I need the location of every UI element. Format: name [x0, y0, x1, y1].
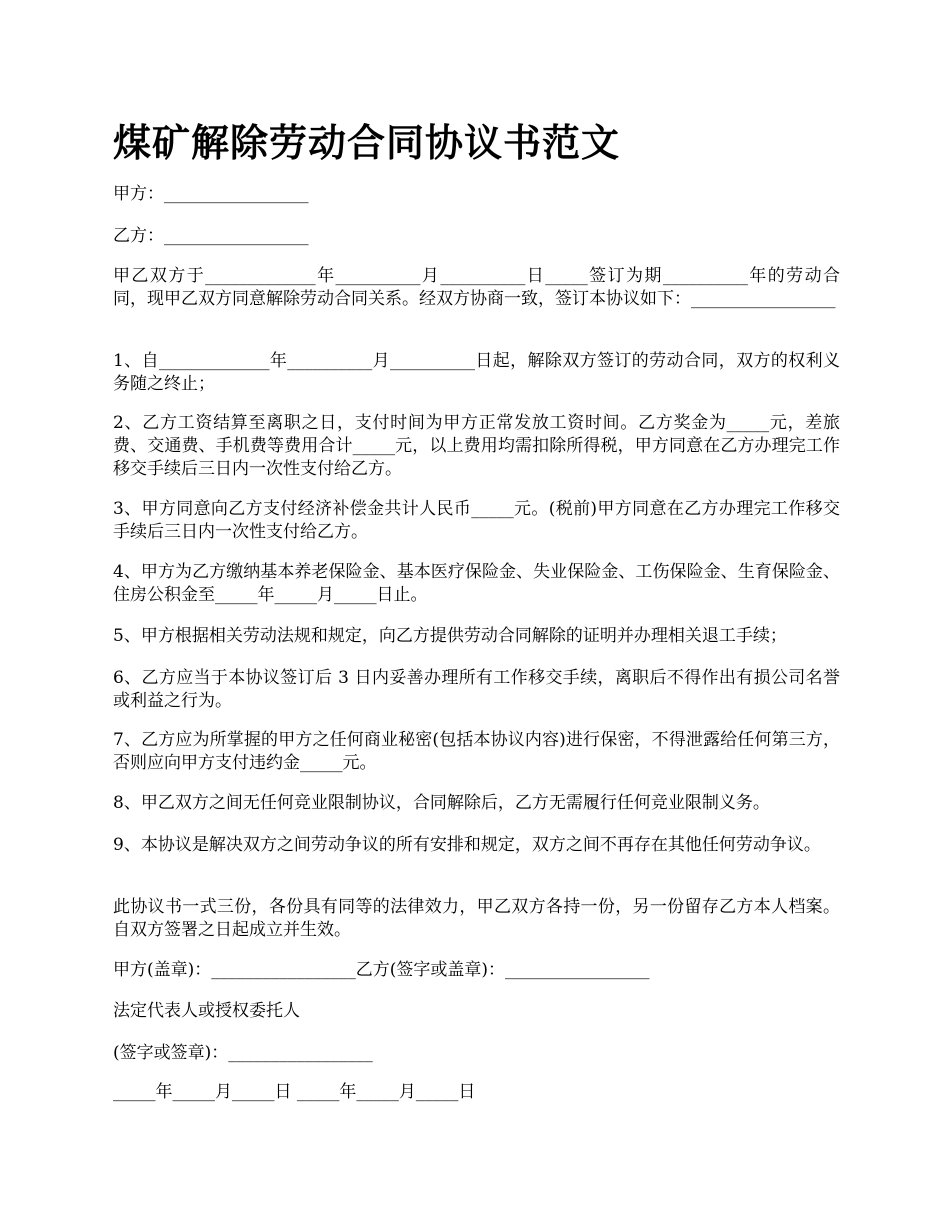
- clause-9: 9、本协议是解决双方之间劳动争议的所有安排和规定，双方之间不再存在其他任何劳动争议。: [113, 835, 821, 855]
- intro-paragraph: 甲乙双方于_____________年__________月__________日_____签订为期__________年的劳动合同，现甲乙双方同意解除劳动合同关系。经双方协商一致，签订本协议如下：_________________: [113, 266, 840, 309]
- clause-5: 5、甲方根据相关劳动法规和规定，向乙方提供劳动合同解除的证明并办理相关退工手续；: [113, 626, 787, 646]
- clause-8: 8、甲乙双方之间无任何竞业限制协议，合同解除后，乙方无需履行任何竞业限制义务。: [113, 793, 770, 813]
- closing-paragraph: 此协议书一式三份，各份具有同等的法律效力，甲乙双方各持一份，另一份留存乙方本人档案。自双方签署之日起成立并生效。: [113, 897, 840, 940]
- clause-1: 1、自_____________年__________月__________日起，解除双方签订的劳动合同，双方的权利义务随之终止；: [113, 351, 840, 394]
- document-title: 煤矿解除劳动合同协议书范文: [113, 121, 621, 165]
- clause-6: 6、乙方应当于本协议签订后 3 日内妥善办理所有工作移交手续，离职后不得作出有损公司名誉或利益之行为。: [113, 668, 840, 711]
- clause-4: 4、甲方为乙方缴纳基本养老保险金、基本医疗保险金、失业保险金、工伤保险金、生育保险金、住房公积金至_____年_____月_____日止。: [113, 562, 840, 605]
- date-line: _____年_____月_____日 _____年_____月_____日: [113, 1082, 476, 1102]
- party-b-line: 乙方：_________________: [113, 226, 309, 246]
- clause-2: 2、乙方工资结算至离职之日，支付时间为甲方正常发放工资时间。乙方奖金为_____元，差旅费、交通费、手机费等费用合计_____元，以上费用均需扣除所得税，甲方同意在乙方办理完工作移交手续后三日内一次性支付给乙方。: [113, 413, 840, 479]
- signature-line: 甲方(盖章)：_________________乙方(签字或盖章)：_________________: [113, 960, 650, 980]
- representative-label: 法定代表人或授权委托人: [113, 1001, 300, 1021]
- clause-3: 3、甲方同意向乙方支付经济补偿金共计人民币_____元。(税前)甲方同意在乙方办理完工作移交手续后三日内一次性支付给乙方。: [113, 499, 840, 542]
- clause-7: 7、乙方应为所掌握的甲方之任何商业秘密(包括本协议内容)进行保密，不得泄露给任何第三方，否则应向甲方支付违约金_____元。: [113, 730, 840, 773]
- sign-seal-line: (签字或签章)：_________________: [113, 1043, 373, 1063]
- party-a-line: 甲方：_________________: [113, 184, 309, 204]
